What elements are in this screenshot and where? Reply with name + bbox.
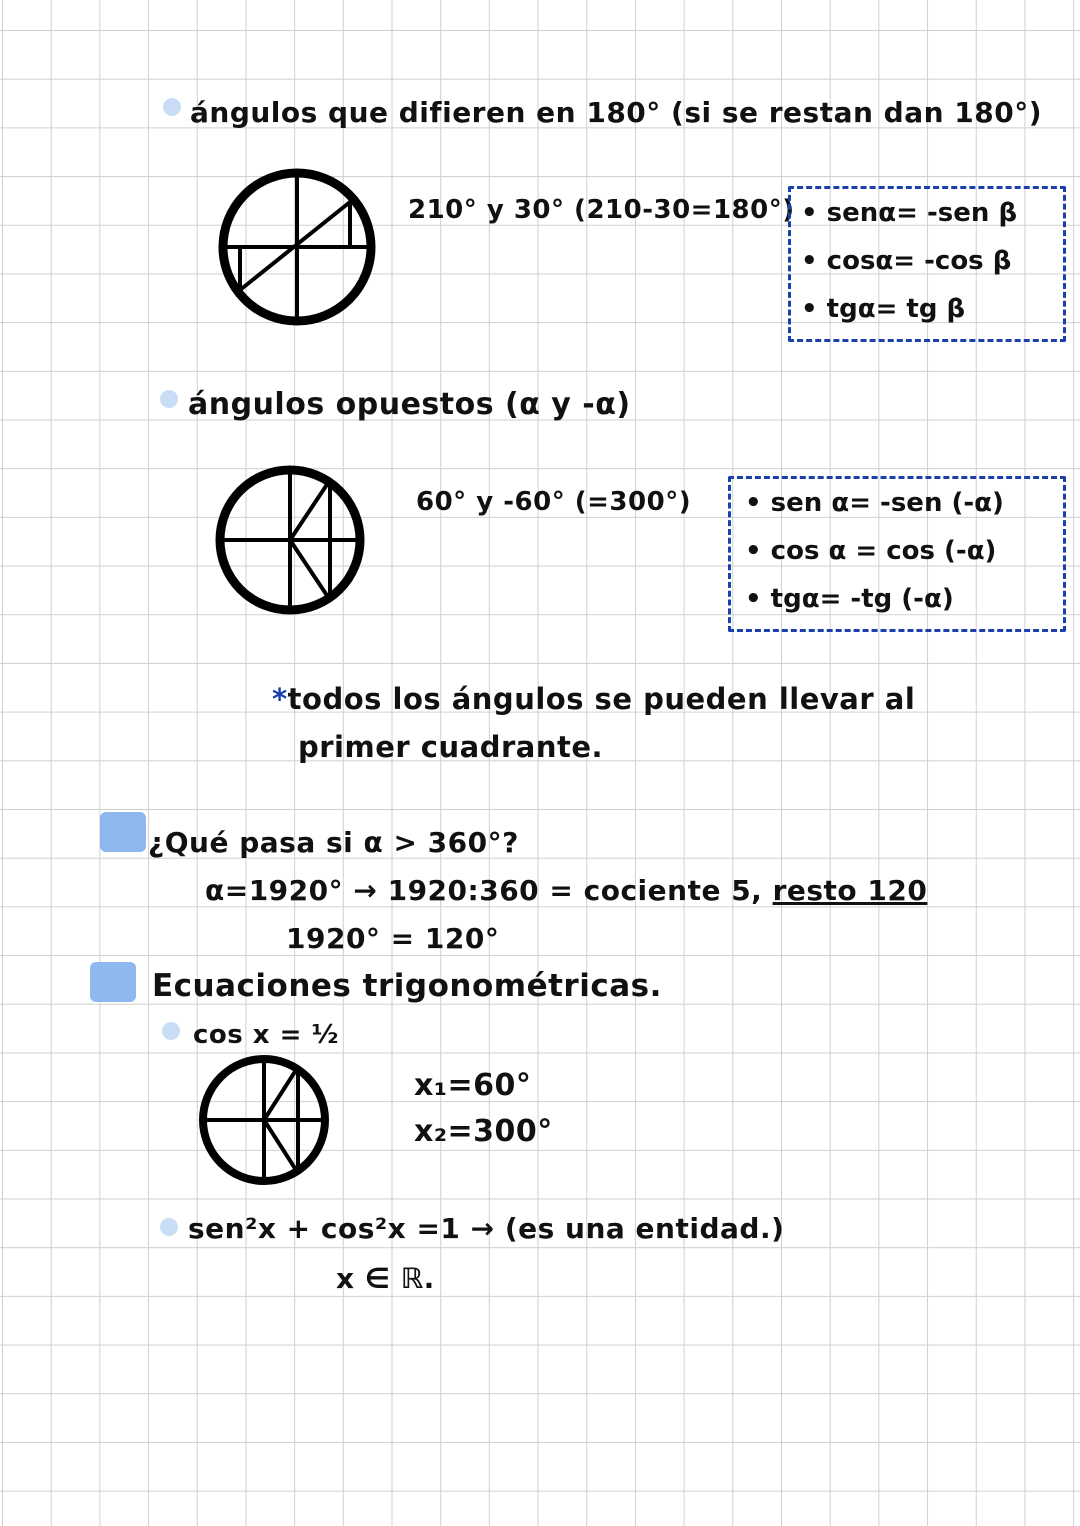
bullet-dot xyxy=(160,390,178,408)
bullet-dot xyxy=(160,1218,178,1236)
note-text-1: todos los ángulos se pueden llevar al xyxy=(287,682,916,716)
identity-line: • cosα= -cos β xyxy=(801,246,1012,276)
note-line-2: primer cuadrante. xyxy=(298,730,604,764)
question-result: 1920° = 120° xyxy=(286,922,500,955)
star-mark: * xyxy=(272,682,288,716)
identities-box-2 xyxy=(728,476,1066,632)
identity-line: • senα= -sen β xyxy=(801,198,1018,228)
question-calc xyxy=(205,874,927,907)
bullet-dot xyxy=(162,1022,180,1040)
bullet-dot xyxy=(163,98,181,116)
section2-example: 60° y -60° (=300°) xyxy=(416,487,692,517)
identity-line: • cos α = cos (-α) xyxy=(745,536,997,566)
equations-title: Ecuaciones trigonométricas. xyxy=(152,968,662,1004)
section1-example: 210° y 30° (210-30=180°) xyxy=(408,195,795,225)
equation-1: cos x = ½ xyxy=(193,1020,339,1050)
equation-2: sen²x + cos²x =1 → (es una entidad.) xyxy=(188,1212,785,1245)
section-marker xyxy=(100,812,146,852)
solution-2: x₂=300° xyxy=(414,1114,553,1149)
unit-circle-diagram-1 xyxy=(212,162,382,332)
calc-text: α=1920° → 1920:360 = cociente 5, xyxy=(205,874,763,907)
calc-remainder: resto 120 xyxy=(772,874,928,907)
question-title: ¿Qué pasa si α > 360°? xyxy=(148,826,519,859)
unit-circle-diagram-2 xyxy=(210,460,370,620)
identity-line: • sen α= -sen (-α) xyxy=(745,488,1004,518)
section1-heading: ángulos que difieren en 180° (si se restan dan 180°) xyxy=(190,96,1043,129)
unit-circle-diagram-3 xyxy=(194,1050,334,1190)
identity-line: • tgα= -tg (-α) xyxy=(745,584,954,614)
solution-1: x₁=60° xyxy=(414,1068,532,1103)
equation-domain: x ∈ ℝ. xyxy=(336,1262,435,1295)
section-marker xyxy=(90,962,136,1002)
identities-box-1 xyxy=(788,186,1066,342)
section2-heading: ángulos opuestos (α y -α) xyxy=(188,387,631,422)
note-line-1 xyxy=(272,682,915,716)
identity-line: • tgα= tg β xyxy=(801,294,966,324)
